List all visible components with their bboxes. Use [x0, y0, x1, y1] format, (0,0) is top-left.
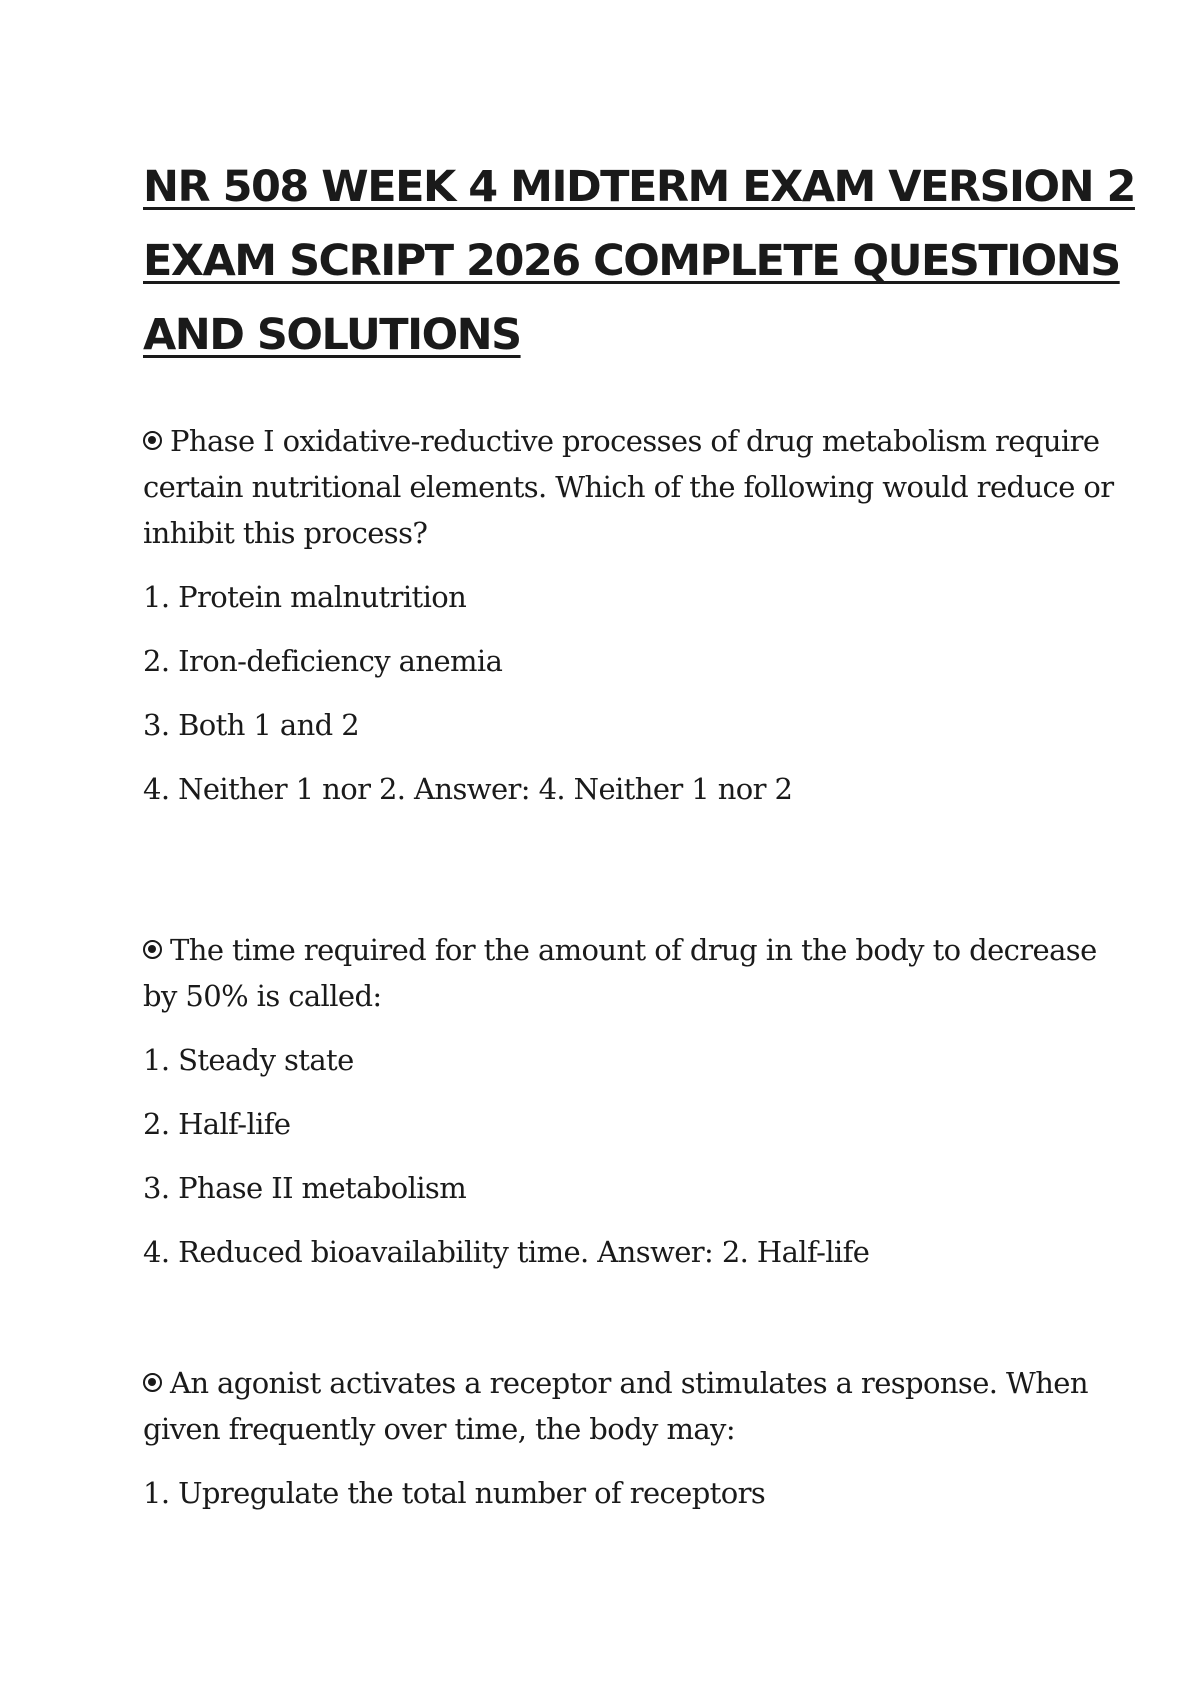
answer-option: 4. Reduced bioavailability time. Answer: 2. Half-life	[143, 1235, 870, 1269]
question-stem-line: given frequently over time, the body may:	[143, 1412, 736, 1446]
answer-option: 3. Both 1 and 2	[143, 708, 360, 742]
question-stem-line	[143, 927, 1097, 973]
question-stem-line: inhibit this process?	[143, 516, 428, 550]
question-stem-line	[143, 418, 1100, 464]
answer-option: 2. Iron-deficiency anemia	[143, 644, 503, 678]
document-title	[143, 150, 1135, 372]
question-2	[143, 927, 1097, 1275]
answer-option: 2. Half-life	[143, 1107, 291, 1141]
stem-text: An agonist activates a receptor and stimulates a response. When	[170, 1366, 1088, 1400]
question-1	[143, 418, 1114, 812]
title-line: NR 508 WEEK 4 MIDTERM EXAM VERSION 2	[143, 162, 1135, 212]
radio-bullet-icon	[143, 940, 162, 959]
answer-option: 1. Upregulate the total number of receptors	[143, 1476, 766, 1510]
question-stem	[143, 418, 1114, 556]
answer-option: 1. Protein malnutrition	[143, 580, 467, 614]
radio-bullet-icon	[143, 1373, 162, 1392]
answer-option: 3. Phase II metabolism	[143, 1171, 467, 1205]
stem-text: The time required for the amount of drug in the body to decrease	[170, 933, 1097, 967]
answer-option: 4. Neither 1 nor 2. Answer: 4. Neither 1 nor 2	[143, 772, 793, 806]
question-stem	[143, 927, 1097, 1019]
answer-option: 1. Steady state	[143, 1043, 354, 1077]
title-line: EXAM SCRIPT 2026 COMPLETE QUESTIONS	[143, 236, 1120, 286]
title-line: AND SOLUTIONS	[143, 310, 521, 360]
question-stem-line: certain nutritional elements. Which of the following would reduce or	[143, 470, 1114, 504]
question-stem-line: by 50% is called:	[143, 979, 382, 1013]
question-stem	[143, 1360, 1088, 1452]
question-stem-line	[143, 1360, 1088, 1406]
stem-text: Phase I oxidative-reductive processes of drug metabolism require	[170, 424, 1100, 458]
radio-bullet-icon	[143, 431, 162, 450]
question-3	[143, 1360, 1088, 1516]
